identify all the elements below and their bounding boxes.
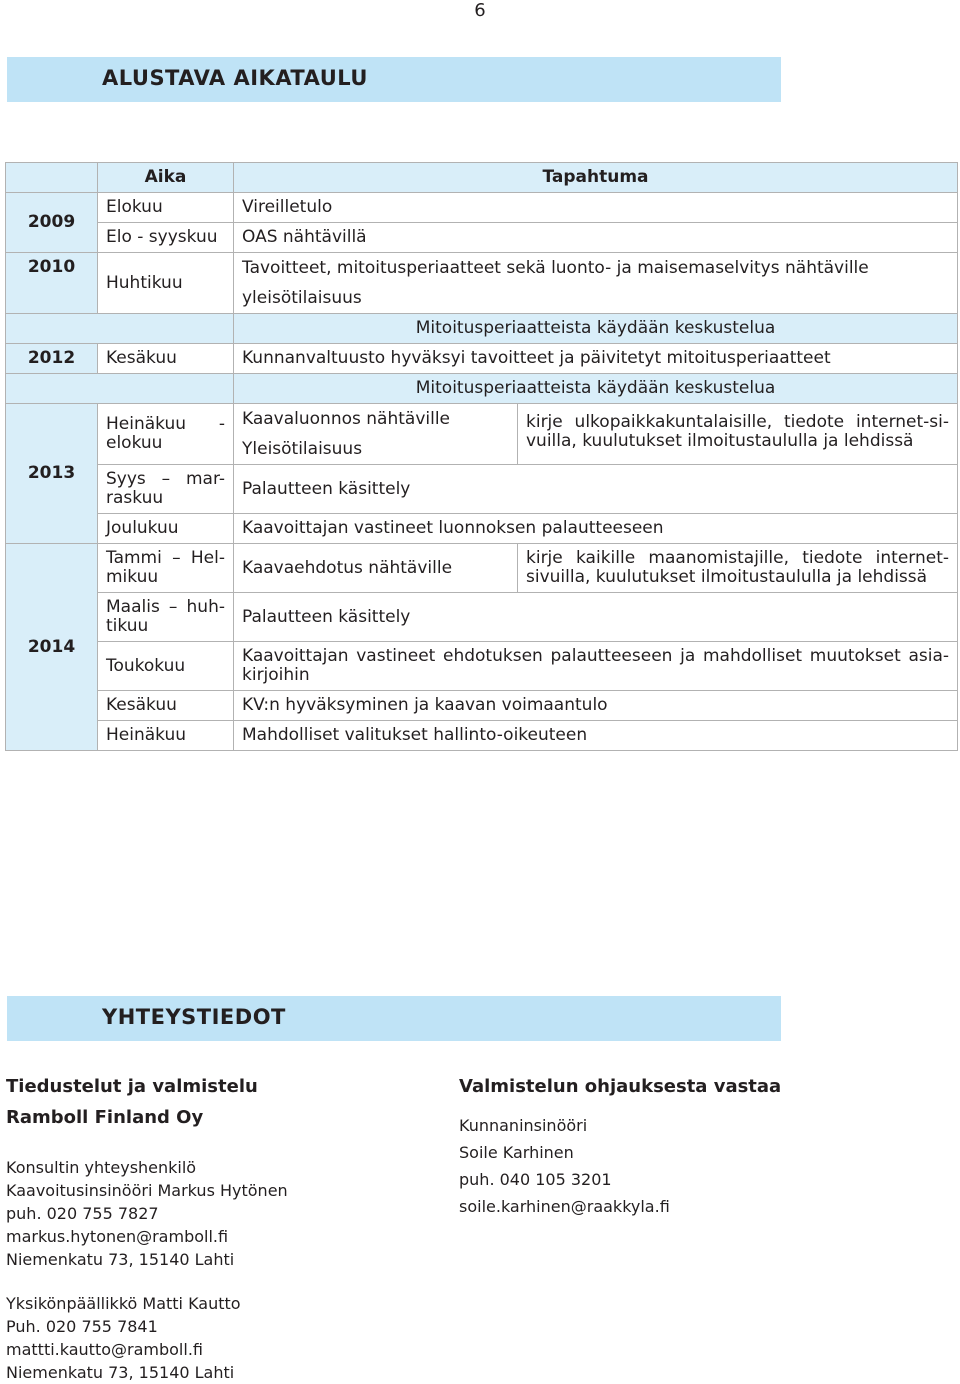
table-row	[6, 544, 958, 593]
right-contact-heading: Valmistelun ohjauksesta vastaa	[459, 1076, 782, 1097]
contact-email[interactable]: markus.hytonen@ramboll.fi	[6, 1227, 229, 1246]
right-contact-block	[459, 1112, 670, 1220]
event-cell	[234, 642, 958, 691]
time-line: Syys – mar-	[106, 469, 225, 489]
time-cell: Huhtikuu	[98, 253, 234, 314]
time-cell: Kesäkuu	[98, 691, 234, 721]
time-cell: Toukokuu	[98, 642, 234, 691]
year-cell: 2014	[6, 544, 98, 751]
note-cell	[518, 544, 958, 593]
event-cell: OAS nähtävillä	[234, 223, 958, 253]
page-number: 6	[474, 0, 486, 21]
event-cell: Kaavaehdotus nähtäville	[234, 544, 518, 593]
schedule-heading-banner	[7, 57, 781, 102]
left-contact-company: Ramboll Finland Oy	[6, 1107, 204, 1128]
time-cell	[98, 593, 234, 642]
time-line: Maalis – huh-	[106, 597, 225, 617]
table-row	[6, 593, 958, 642]
col-header-event: Tapahtuma	[234, 163, 958, 193]
event-cell: Palautteen käsittely	[234, 593, 958, 642]
table-row	[6, 404, 958, 465]
event-line: Kaavoittajan vastineet ehdotuksen palautteeseen ja mahdolliset muutokset asia-	[242, 646, 950, 666]
time-cell	[98, 465, 234, 514]
table-row	[6, 465, 958, 514]
year-cell: 2012	[6, 344, 98, 374]
contact-line: Niemenkatu 73, 15140 Lahti	[6, 1250, 235, 1269]
time-line: elokuu	[106, 433, 163, 453]
time-cell: Joulukuu	[98, 514, 234, 544]
table-row	[6, 253, 958, 314]
event-cell: Kaavoittajan vastineet luonnoksen palautteeseen	[234, 514, 958, 544]
left-contact-block-2	[6, 1292, 241, 1384]
time-cell	[98, 404, 234, 465]
event-line: Yleisötilaisuus	[242, 439, 363, 459]
col-header-time: Aika	[98, 163, 234, 193]
note-line: kirje kaikille maanomistajille, tiedote internet-	[526, 548, 950, 568]
contact-line: Soile Karhinen	[459, 1143, 574, 1162]
contact-line: Kunnaninsinööri	[459, 1116, 588, 1135]
contact-line: puh. 020 755 7827	[6, 1204, 159, 1223]
left-contact-heading: Tiedustelut ja valmistelu	[6, 1076, 258, 1097]
time-cell: Kesäkuu	[98, 344, 234, 374]
table-row	[6, 642, 958, 691]
contact-email[interactable]: mattti.kautto@ramboll.fi	[6, 1340, 203, 1359]
event-cell: Mitoitusperiaatteista käydään keskustelua	[234, 314, 958, 344]
time-cell: Heinäkuu	[98, 721, 234, 751]
table-row	[6, 314, 958, 344]
time-cell: Elokuu	[98, 193, 234, 223]
event-cell: Kunnanvaltuusto hyväksyi tavoitteet ja päivitetyt mitoitusperiaatteet	[234, 344, 958, 374]
table-row	[6, 344, 958, 374]
contact-email[interactable]: soile.karhinen@raakkyla.fi	[459, 1197, 670, 1216]
table-header-row	[6, 163, 958, 193]
table-row	[6, 691, 958, 721]
time-line: raskuu	[106, 488, 164, 508]
note-line: sivuilla, kuulutukset ilmoitustaululla ja lehdissä	[526, 567, 928, 587]
time-line: tikuu	[106, 616, 149, 636]
event-line: Kaavaluonnos nähtäville	[242, 409, 451, 429]
contact-line: Niemenkatu 73, 15140 Lahti	[6, 1363, 235, 1382]
time-line: mikuu	[106, 567, 159, 587]
event-cell: Palautteen käsittely	[234, 465, 958, 514]
event-cell: Vireilletulo	[234, 193, 958, 223]
contact-line: Konsultin yhteyshenkilö	[6, 1158, 197, 1177]
table-row	[6, 721, 958, 751]
table-row	[6, 193, 958, 223]
event-line: Tavoitteet, mitoitusperiaatteet sekä luonto- ja maisemaselvitys nähtäville	[242, 258, 869, 278]
event-line: yleisötilaisuus	[242, 288, 362, 308]
contact-line: Yksikönpäällikkö Matti Kautto	[6, 1294, 241, 1313]
schedule-table	[5, 162, 958, 751]
note-line: vuilla, kuulutukset ilmoitustaululla ja lehdissä	[526, 431, 914, 451]
event-cell: Mitoitusperiaatteista käydään keskustelua	[234, 374, 958, 404]
note-cell	[518, 404, 958, 465]
contact-line: Puh. 020 755 7841	[6, 1317, 158, 1336]
year-cell: 2013	[6, 404, 98, 544]
contacts-heading: YHTEYSTIEDOT	[102, 1005, 286, 1029]
schedule-heading: ALUSTAVA AIKATAULU	[102, 66, 368, 90]
event-cell	[234, 404, 518, 465]
event-line: kirjoihin	[242, 665, 310, 685]
contact-line: puh. 040 105 3201	[459, 1170, 612, 1189]
time-line: Heinäkuu -	[106, 414, 225, 434]
time-cell: Elo - syyskuu	[98, 223, 234, 253]
table-row	[6, 374, 958, 404]
event-cell	[234, 253, 958, 314]
left-contact-block	[6, 1156, 288, 1271]
table-row	[6, 223, 958, 253]
event-cell: Mahdolliset valitukset hallinto-oikeuteen	[234, 721, 958, 751]
year-cell: 2009	[6, 193, 98, 253]
table-row	[6, 514, 958, 544]
contacts-heading-banner	[7, 996, 781, 1041]
event-cell: KV:n hyväksyminen ja kaavan voimaantulo	[234, 691, 958, 721]
year-cell: 2010	[6, 253, 98, 314]
note-line: kirje ulkopaikkakuntalaisille, tiedote internet-si-	[526, 412, 950, 432]
time-line: Tammi – Hel-	[106, 548, 225, 568]
time-cell	[98, 544, 234, 593]
contact-line: Kaavoitusinsinööri Markus Hytönen	[6, 1181, 288, 1200]
